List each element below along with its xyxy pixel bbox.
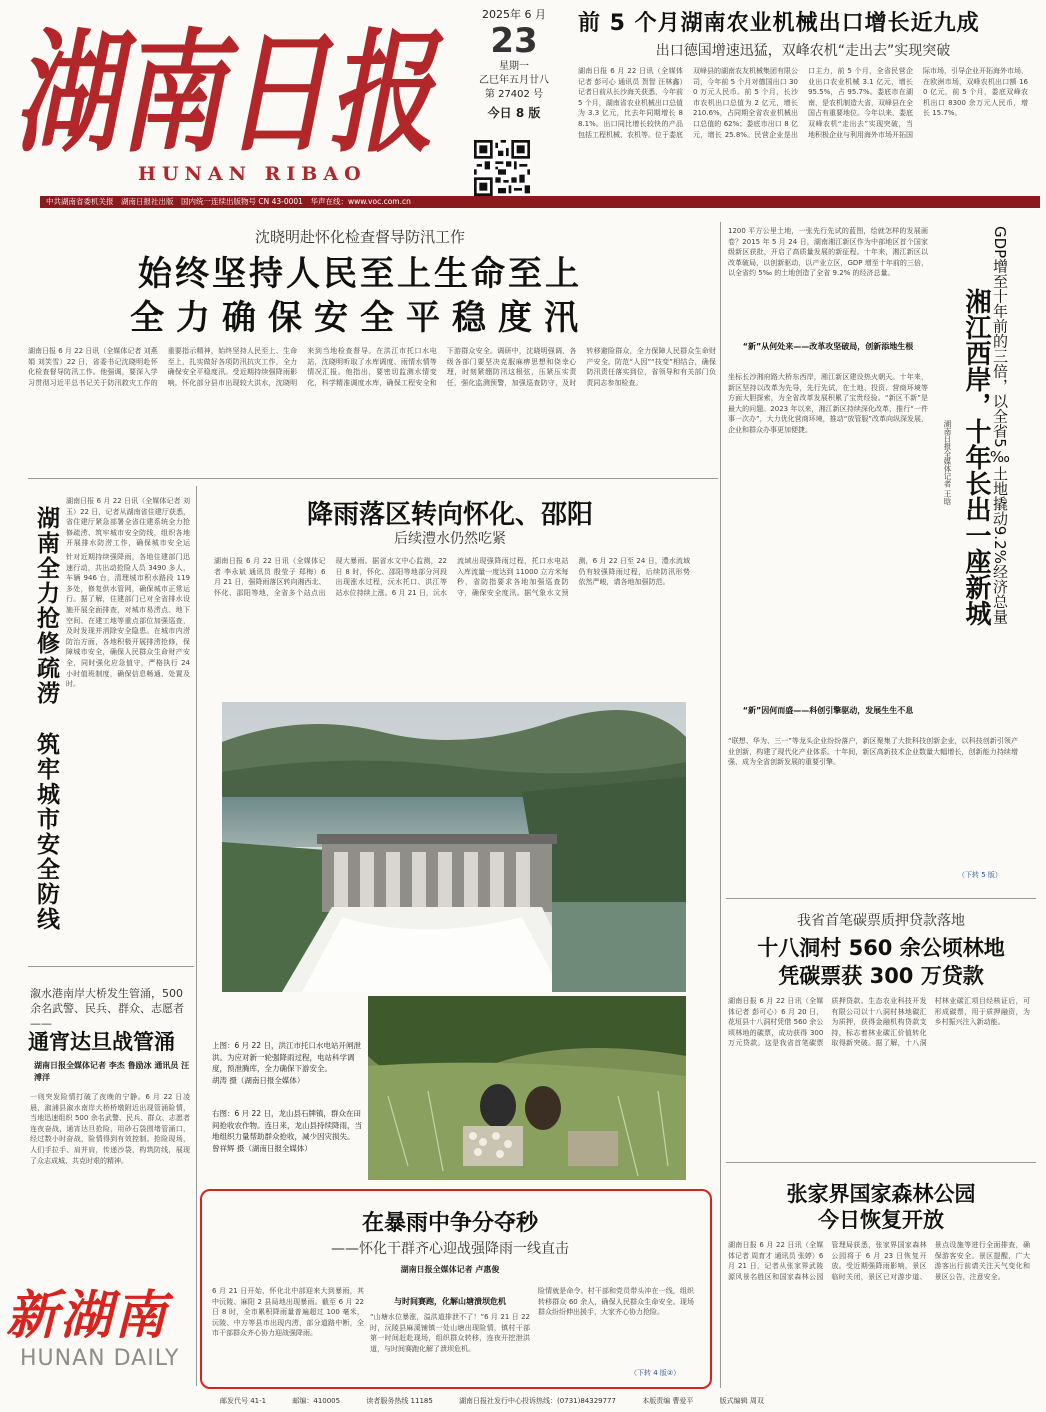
manyong-byline: 湖南日报全媒体记者 李杰 鲁励冰 通讯员 汪溥洋 [34, 1061, 190, 1082]
xiangjiang-subhead: GDP增至十年前的三倍，以全省5‰土地撬动9.2%经济总量 [991, 226, 1009, 624]
xiangjiang-byline: 湖南日报全媒体记者 王晗 [943, 420, 952, 505]
divider [28, 966, 194, 967]
top-story-headline[interactable]: 前 5 个月湖南农业机械出口增长近九成 [578, 11, 980, 36]
photo-caption-2-credit: 曾祥辉 摄（湖南日报全媒体） [212, 1143, 312, 1153]
center-body: 湖南日报 6 月 22 日讯（全媒体记者 李永斌 通讯员 殷莹子 郑梅）6 月 21 日，强降雨落区转向湘西北、怀化、邵阳等地，全省多个站点出现大暴雨。据省水文中心监测，22 日 8 时，怀化、邵阳等地部分河段出现涨水过程，沅水托口、洪江等站水位持续上涨。6 月 21 日，沅水流域出现强降雨过程，托口水电站入库流量一度达到 11000 立方米每秒，省防指要求各地加强巡查防守，确保安全度汛。据气象水文预测，6 月 22 日至 24 日，澧水流域仍有较强降雨过程，后续防汛形势依然严峻，请各地加强防范。 [214, 557, 690, 597]
lead-headline-1[interactable]: 始终坚持人民至上生命至上 [138, 254, 582, 294]
masthead-logo-text: 湖南日报 [14, 16, 445, 164]
feature-byline: 湖南日报全媒体记者 卢惠俊 [400, 1265, 500, 1274]
masthead-logo [8, 4, 448, 164]
harvest-photo [368, 996, 686, 1180]
watermark [6, 1286, 179, 1372]
issue-day: 23 [490, 21, 538, 61]
footer-zip: 邮编：410005 [292, 1397, 341, 1405]
zhangjiajie-headline-2[interactable]: 今日恢复开放 [818, 1208, 944, 1232]
footer-postal: 邮发代号 41-1 [220, 1397, 267, 1405]
issue-pages: 今日 8 版 [487, 106, 541, 120]
lead-body: 湖南日报 6 月 22 日讯（全媒体记者 刘燕娟 刘笑雪）22 日，省委书记沈晓明赴怀化检查督导防汛工作。他强调，要深入学习贯彻习近平总书记关于防汛救灾工作的重要指示精神，始终坚持人民至上、生命至上，扎实做好各项防汛抗灾工作，全力确保安全平稳度汛。受近期持续强降雨影响，怀化部分县市出现较大洪水，沈晓明来到当地检查督导。在洪江市托口水电站，沈晓明听取了水库调度、雨情水情等情况汇报。他指出，要密切监测水情变化，科学精准调度水库，确保工程安全和下游群众安全。调研中，沈晓明强调，各级各部门要坚决克服麻痹思想和侥幸心理，时刻紧绷防汛这根弦，压紧压实责任，强化监测预警，加强巡查防守，及时转移避险群众，全力保障人民群众生命财产安全。防范“人因”“技变”相结合，确保防汛责任落实到位，省领导和有关部门负责同志参加检查。 [28, 347, 716, 387]
carbon-headline-1[interactable]: 十八洞村 560 余公顷林地 [757, 936, 1005, 960]
footer [220, 1396, 1020, 1406]
divider [726, 1162, 1036, 1163]
watermark-en: HUNAN DAILY [20, 1346, 180, 1371]
footer-service: 读者服务热线 11185 [366, 1397, 433, 1405]
feature-body-b: “山塘水位暴涨，溢洪道排泄不了！”6 月 21 日 22 时，沅陵县麻溪铺镇一处山塘出现险情，镇村干部第一时间赶赴现场，组织群众转移，连夜开挖泄洪道，与时间赛跑化解了溃坝危机。 [370, 1313, 530, 1353]
issue-lunar: 乙巳年五月廿八 [479, 75, 549, 86]
feature-body-c: 险情就是命令。村干部和党员带头冲在一线，组织转移群众 60 余人，确保人民群众生命安全。现场群众纷纷伸出援手，大家齐心协力抢险。 [538, 1287, 694, 1317]
footer-designer: 版式编辑 周双 [719, 1397, 764, 1405]
lead-kicker: 沈晓明赴怀化检查督导防汛工作 [254, 228, 465, 246]
footer-editor: 本版责编 曹爱平 [642, 1397, 694, 1405]
divider [28, 478, 718, 479]
manyong-headline[interactable]: 通宵达旦战管涌 [28, 1030, 175, 1054]
footer-ad: 湖南日报社发行中心投诉热线：(0731)84329777 [459, 1397, 616, 1405]
zhangjiajie-headline-1[interactable]: 张家界国家森林公园 [786, 1182, 976, 1206]
left-story-body: 针对近期持续强降雨，各地住建部门迅速行动，共出动抢险人员 3490 多人，车辆 946 台，清理城市积水路段 119 多处，修复供水管网，确保城市正常运行。据了解，住建部门已对全省排水设施开展全面排查，对城市易涝点、地下空间、在建工地等重点部位加强巡查，及时发现并消除安全隐患。在城市内涝防治方面，各地积极开展排涝抢修，保障城市安全，确保人民群众生命财产安全，同时强化应急值守，严格执行 24 小时值班制度，确保信息畅通、处置及时。 [66, 553, 190, 689]
issue-year-month: 2025年 6 月 [482, 8, 546, 21]
photo-caption-1-credit: 胡涛 摄（湖南日报全媒体） [212, 1075, 305, 1085]
masthead-en: HUNAN RIBAO [138, 163, 367, 185]
photo-caption-1-text: 上图：6 月 22 日，洪江市托口水电站开闸泄洪。为应对新一轮强降雨过程，电站科学调度，预泄腾库，全力确保下游安全。 [212, 1041, 361, 1073]
divider [196, 486, 197, 1386]
carbon-body: 湖南日报 6 月 22 日讯（全媒体记者 彭可心）6 月 20 日，花垣县十八洞村凭借 560 余公顷林地的碳票，成功获得 300 万元贷款。这是我省首笔碳票质押贷款。生态农业科技开发有限公司以十八洞村林地碳汇为质押，获得金融机构贷款支持，标志着林业碳汇价值转化取得新突破。据了解，十八洞村林业碳汇项目经核证后，可形成碳票，用于质押融资，为乡村振兴注入新动能。 [728, 997, 1030, 1048]
top-story-body: 湖南日报 6 月 22 日讯（全媒体记者 彭可心 通讯员 贺智 汪林鑫）记者日前从长沙海关获悉，今年前 5 个月，湖南省农业机械出口总值为 3.3 亿元，比去年同期增长 88.1%。出口同比增长较快的产品包括工程机械、农机等。位于娄底双峰县的湖南农友机械集团有限公司，今年前 5 个月对德国出口 300 万元人民币。前 5 个月，长沙市农机出口总值为 2 亿元，增长 210.6%，占同期全省农业机械出口总值的 62%；娄底市出口 8 亿元，增长 25.8%。民营企业是出口主力，前 5 个月，全省民营企业出口农业机械 3.1 亿元，增长 95.5%，占 95.7%。娄底市在湖南，是农机制造大省，双峰县在全国占有重要地位。今年以来，娄底双峰农机“走出去”实现突破，当地积极企业与利用海外市场开拓国际市场，引导企业开拓海外市场，在欧洲市场，双峰农机出口额 160 亿元，前 5 个月，娄底双峰农机出口 8300 余万元人民币，增长 15.7%。 [578, 67, 1028, 139]
left-story-headline-b[interactable]: 筑牢城市安全防线 [33, 732, 59, 932]
watermark-cn: 新湖南 [6, 1286, 169, 1346]
issue-weekday: 星期一 [499, 61, 529, 72]
manyong-kicker: 溆水港南岸大桥发生管涌，500余名武警、民兵、群众、志愿者—— [30, 987, 184, 1030]
xiangjiang-body-b: 坐标长沙湘府路大桥东西岸，湘江新区建设热火朝天。十年来，新区坚持以改革为先导，先行先试，在土地、投资、营商环境等方面大胆探索，为全省改革发展积累了宝贵经验。“新区不新”是最大的问题。2023 年以来，湘江新区持续深化改革，推行“一件事一次办”，大力优化营商环境，推动“放管服”改革向纵深发展，企业和群众办事更加便捷。 [728, 373, 928, 434]
top-story-subhead: 出口德国增速迅猛，双峰农机“走出去”实现突破 [655, 43, 951, 59]
feature-subhead: ——怀化干群齐心迎战强降雨一线直击 [331, 1241, 569, 1257]
lead-headline-2[interactable]: 全力确保安全平稳度汛 [130, 298, 590, 338]
left-story-headline-a[interactable]: 湖南全力抢修疏涝 [33, 506, 59, 706]
xiangjiang-section-2: “新”因何而盛——科创引擎驱动，发展生生不息 [742, 706, 914, 715]
manyong-body: 一则突发险情打破了夜晚的宁静。6 月 22 日凌晨，溆浦县溆水南岸大桥桥墩附近出现管涌险情，当地迅速组织 500 余名武警、民兵、群众、志愿者连夜奋战，通宵达旦抢险，用砂石袋围堵管涌口，经过数小时奋战，险情得到有效控制。抢险现场，人们手拉手、肩并肩，传递沙袋，构筑防线，展现了众志成城、共克时艰的精神。 [30, 1093, 190, 1165]
carbon-headline-2[interactable]: 凭碳票获 300 万贷款 [778, 964, 984, 988]
divider [720, 222, 721, 1388]
xiangjiang-section-1: “新”从何处来——改革攻坚破局，创新添地生根 [742, 342, 914, 351]
divider [726, 898, 1036, 899]
feature-continued[interactable]: （下转 4 版②） [630, 1369, 681, 1377]
center-subhead: 后续澧水仍然吃紧 [394, 531, 506, 547]
feature-kicker[interactable]: 在暴雨中争分夺秒 [361, 1211, 538, 1236]
issue-number: 第 27402 号 [484, 89, 544, 100]
photo-caption-2 [212, 1108, 362, 1154]
xiangjiang-body-a: 1200 平方公里土地，一张先行先试的蓝图，绘就怎样的发展画卷？2015 年 5 月 24 日，湖南湘江新区作为中部地区首个国家级新区获批，开启了高质量发展的新征程。十年来，湘江新区以改革破局，以创新驱动，以产业立区，GDP 增至十年前的三倍，以全省约 5‰ 的土地创造了全省 9.2% 的经济总量。 [728, 227, 928, 278]
photo-caption-2-text: 右图：6 月 22 日，龙山县石牌镇，群众在田间抢收农作物。连日来，龙山县持续降雨，当地组织力量帮助群众抢收，减少因灾损失。 [212, 1109, 362, 1141]
zhangjiajie-body: 湖南日报 6 月 22 日讯（全媒体记者 周育才 通讯员 张婷）6 月 21 日，记者从张家界武陵源风景名胜区和国家森林公园管理局获悉，张家界国家森林公园将于 6 月 23 日恢复开放。受近期强降雨影响，景区临时关闭，景区已对游步道、景点设施等进行全面排查，确保游客安全。景区提醒，广大游客出行前请关注天气变化和景区公告，注意安全。 [728, 1241, 1030, 1281]
feature-body-a: 6 月 21 日开始，怀化北中部迎来大到暴雨，其中沅陵、麻阳 2 县局地出现暴雨。截至 6 月 22 日 8 时，全市累积降雨量普遍超过 100 毫米，沅陵、中方等县市出现内涝，部分道路中断，全市干部群众齐心协力迎战强降雨。 [212, 1287, 364, 1338]
carbon-kicker: 我省首笔碳票质押贷款落地 [797, 913, 965, 929]
top-story-header [578, 6, 1028, 60]
left-story-dateline: 湖南日报 6 月 22 日讯（全媒体记者 刘玉）22 日，记者从湖南省住建厅获悉，省住建厅紧急部署全省住建系统全力抢修疏涝、筑牢城市安全防线，组织各地开展排水防涝工作，确保城市安全运 [66, 497, 190, 548]
feature-section-title: 与时间赛跑，化解山塘溃坝危机 [394, 1297, 506, 1306]
center-headline[interactable]: 降雨落区转向怀化、邵阳 [306, 500, 593, 530]
xiangjiang-headline[interactable]: 湘江西岸，十年长出一座新城 [961, 288, 991, 626]
photo-caption-1 [212, 1040, 362, 1086]
xiangjiang-body-c: “联想、华为、三一”等龙头企业纷纷落户，新区聚集了大批科技创新企业，以科技创新引领产业创新，构建了现代化产业体系。十年间，新区高新技术企业数量大幅增长，创新能力持续增强，成为全省创新发展的重要引擎。 [728, 737, 1018, 767]
header-bar: 中共湖南省委机关报 湖南日报社出版 国内统一连续出版物号 CN 43-0001 华声在线：www.voc.com.cn [40, 196, 1040, 208]
xiangjiang-continued[interactable]: （下转 5 版） [958, 871, 1002, 879]
qr-code-icon[interactable] [474, 140, 530, 196]
dam-photo [222, 702, 686, 992]
